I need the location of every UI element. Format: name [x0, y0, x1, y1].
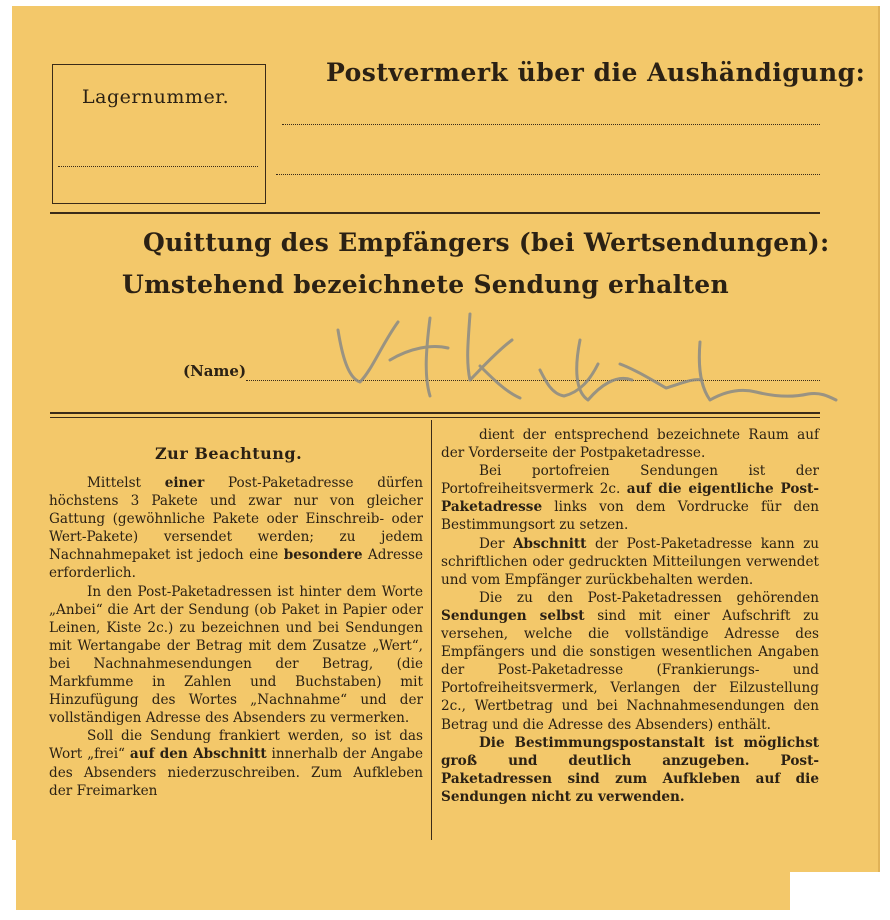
- body-text: In den Post-Paketadressen ist hinter dem Worte „Anbei“ die Art der Sendung (ob Paket in Papier oder Leinen, Kiste 2c.) zu bezeichnen und bei Sendungen mit Wertangabe der Betrag mit dem Zusatze „Wert“, bei Nachnahmesendungen der Betrag, (die Markfumme in Zahlen und Buchstaben) mit Hinzufügung des Wortes „Nachnahme“ und der vollständigen Adresse des Absenders zu vermerken.: [49, 583, 423, 727]
- notice-left-column: [49, 474, 423, 800]
- left-paragraph-2: [49, 583, 423, 728]
- body-text: sind mit einer Aufschrift zu versehen, welche die vollständige Adresse des Empfängers und die sonstigen wesentlichen Angaben der Post-Paketadresse (Frankierungs- und Portofreiheitsvermerk, Verlangen der Eilzustellung 2c., Wertbetrag und bei Nachnahmesendungen den Betrag und die Adresse des Absenders) enthält.: [441, 607, 820, 733]
- receipt-title: Quittung des Empfängers (bei Wertsendungen):: [143, 228, 830, 257]
- handwritten-signature: [320, 300, 840, 420]
- notice-heading: Zur Beachtung.: [155, 444, 303, 463]
- lager-label: Lagernummer.: [82, 86, 230, 108]
- lager-box: [52, 64, 266, 204]
- section-divider-mid-2: [50, 417, 820, 418]
- body-text: Mittelst: [87, 475, 165, 491]
- name-label: (Name): [183, 362, 247, 380]
- body-text: Adresse erforderlich.: [49, 547, 423, 582]
- right-paragraph-5: [441, 734, 819, 806]
- emphasis-text: besondere: [283, 547, 363, 564]
- body-text: Post-Paketadresse dürfen höchstens 3 Pakete und zwar nur von gleicher Gattung (gewöhnliche Pakete oder Einschreib- oder Wert-Pakete) versendet werden; zu jedem Nachnahmepaket ist jedoch eine: [49, 475, 423, 564]
- left-paragraph-1: [49, 474, 423, 583]
- body-text: links von dem Vordrucke für den Bestimmungsort zu setzen.: [441, 499, 819, 534]
- emphasis-text: auf die eigentliche Post-Paketadresse: [441, 481, 819, 516]
- section-divider-top: [50, 212, 820, 214]
- body-text: Der: [479, 535, 513, 552]
- body-text: Bei portofreien Sendungen ist der Portofreiheitsvermerk 2c.: [441, 463, 819, 498]
- lager-dotted-line: [58, 166, 258, 167]
- column-divider: [431, 420, 432, 840]
- right-paragraph-1: [441, 426, 819, 462]
- left-paragraph-3: [49, 727, 423, 799]
- emphasis-text: einer: [164, 475, 205, 491]
- postvermerk-line-2: [276, 174, 820, 175]
- postvermerk-line-1: [282, 124, 820, 125]
- body-text: dient der entsprechend bezeichnete Raum auf der Vorderseite der Postpaketadresse.: [441, 427, 819, 462]
- torn-corner: [790, 872, 890, 920]
- body-text: Die zu den Post-Paketadressen gehörenden: [479, 589, 819, 606]
- emphasis-text: auf den Abschnitt: [129, 746, 267, 763]
- body-text: innerhalb der Angabe des Absenders niederzuschreiben. Zum Aufkleben der Freimarken: [49, 746, 423, 799]
- body-text: Soll die Sendung frankiert werden, so ist das Wort „frei“: [49, 728, 423, 763]
- section-divider-mid-1: [50, 412, 820, 414]
- right-paragraph-4: [441, 589, 819, 734]
- body-text: der Post-Paketadresse kann zu schriftlichen oder gedruckten Mitteilungen verwendet und vom Empfänger zurückbehalten werden.: [441, 535, 820, 588]
- torn-edge: [0, 840, 16, 920]
- postvermerk-title: Postvermerk über die Aushändigung:: [326, 58, 866, 87]
- notice-right-column: [441, 426, 819, 806]
- emphasis-text: Die Bestimmungspostanstalt ist möglichst groß und deutlich anzugeben. Post-Paketadressen sind zum Aufkleben auf die Sendungen nicht zu verwenden.: [441, 734, 819, 805]
- emphasis-text: Abschnitt: [512, 535, 587, 552]
- right-paragraph-2: [441, 462, 819, 534]
- right-paragraph-3: [441, 535, 819, 589]
- emphasis-text: Sendungen selbst: [441, 607, 585, 624]
- receipt-subtitle: Umstehend bezeichnete Sendung erhalten: [122, 270, 729, 299]
